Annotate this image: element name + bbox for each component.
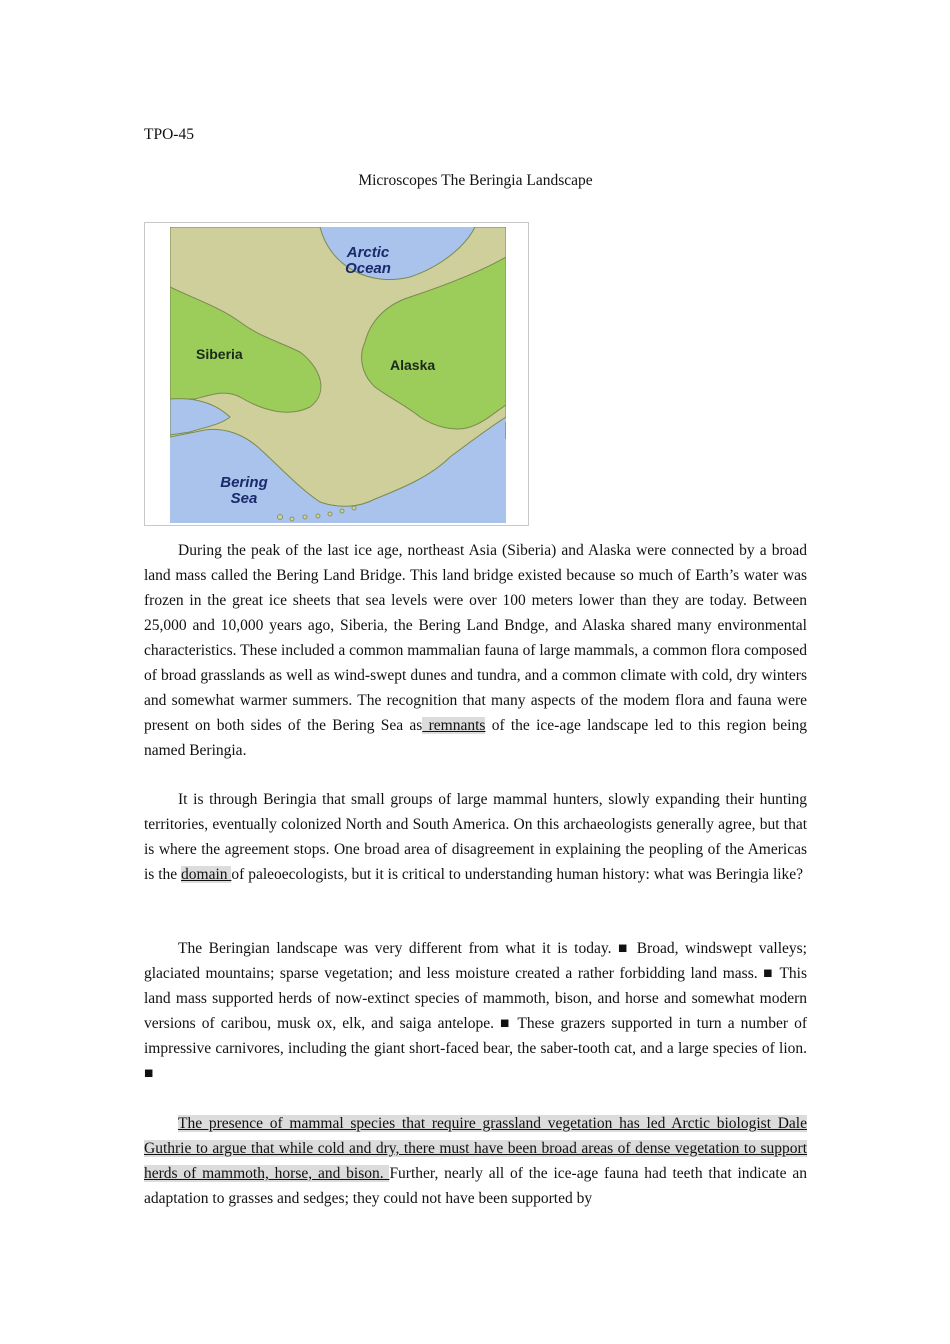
paragraph-2-text-before: It is through Beringia that small groups of large mammal hunters, slowly expanding their hunting territories, eventually colonized North and South America. On this archaeologists generally agree, but that is where the agreement stops. One broad area of disagreement in explaining the peopling of the Americas is the bbox=[144, 791, 807, 883]
paragraph-2 bbox=[144, 787, 807, 887]
bering-label-line1: Bering bbox=[220, 474, 268, 491]
document-id: TPO-45 bbox=[144, 126, 194, 143]
highlight-remnants[interactable]: remnants bbox=[422, 717, 486, 734]
island bbox=[303, 515, 307, 519]
page-title: Microscopes The Beringia Landscape bbox=[358, 172, 593, 189]
island bbox=[316, 514, 320, 518]
island bbox=[340, 509, 344, 513]
island bbox=[352, 506, 356, 510]
arctic-label-line1: Arctic bbox=[346, 244, 390, 261]
beringia-map bbox=[144, 222, 529, 526]
map-graphic bbox=[170, 227, 506, 523]
paragraph-3 bbox=[144, 936, 807, 1086]
bering-label-line2: Sea bbox=[230, 490, 258, 507]
highlight-sentence[interactable]: The presence of mammal species that require grassland vegetation has led Arctic biologist Dale Guthrie to argue that while cold and dry, there must have been broad areas of dense vegetation to support herds of mammoth, horse, and bison. bbox=[144, 1115, 807, 1182]
paragraph-3-text: The Beringian landscape was very different from what it is today. ■ Broad, windswept valleys; glaciated mountains; sparse vegetation; and less moisture created a rather forbidding land mass. ■ This land mass supported herds of now-extinct species of mammoth, bison, and horse and somewhat modern versions of caribou, musk ox, elk, and saiga antelope. ■ These grazers supported in turn a number of impressive carnivores, including the giant short-faced bear, the saber-tooth cat, and a large species of lion. ■ bbox=[144, 940, 807, 1082]
highlight-domain[interactable]: domain bbox=[181, 866, 232, 883]
paragraph-1-text-after: of the ice-age landscape led to this region being named Beringia. bbox=[144, 717, 807, 759]
island bbox=[278, 515, 283, 520]
arctic-label-line2: Ocean bbox=[345, 260, 391, 277]
paragraph-2-text-after: of paleoecologists, but it is critical to understanding human history: what was Beringia like? bbox=[231, 866, 804, 883]
paragraph-4-text-after: Further, nearly all of the ice-age fauna had teeth that indicate an adaptation to grasses and sedges; they could not have been supported by bbox=[144, 1165, 807, 1207]
island bbox=[328, 512, 332, 516]
island bbox=[290, 517, 294, 521]
alaska-label: Alaska bbox=[390, 357, 436, 373]
paragraph-1-text-before: During the peak of the last ice age, northeast Asia (Siberia) and Alaska were connected by a broad land mass called the Bering Land Bridge. This land bridge existed because so much of Earth’s water was frozen in the great ice sheets that sea levels were over 100 meters lower than they are today. Between 25,000 and 10,000 years ago, Siberia, the Bering Land Bndge, and Alaska shared many environmental characteristics. These included a common mammalian fauna of large mammals, a common flora composed of broad grasslands as well as wind-swept dunes and tundra, and a common climate with cold, dry winters and somewhat warmer summers. The recognition that many aspects of the modem flora and fauna were present on both sides of the Bering Sea as bbox=[144, 542, 807, 734]
paragraph-4 bbox=[144, 1111, 807, 1211]
paragraph-1 bbox=[144, 538, 807, 763]
siberia-label: Siberia bbox=[196, 346, 243, 362]
